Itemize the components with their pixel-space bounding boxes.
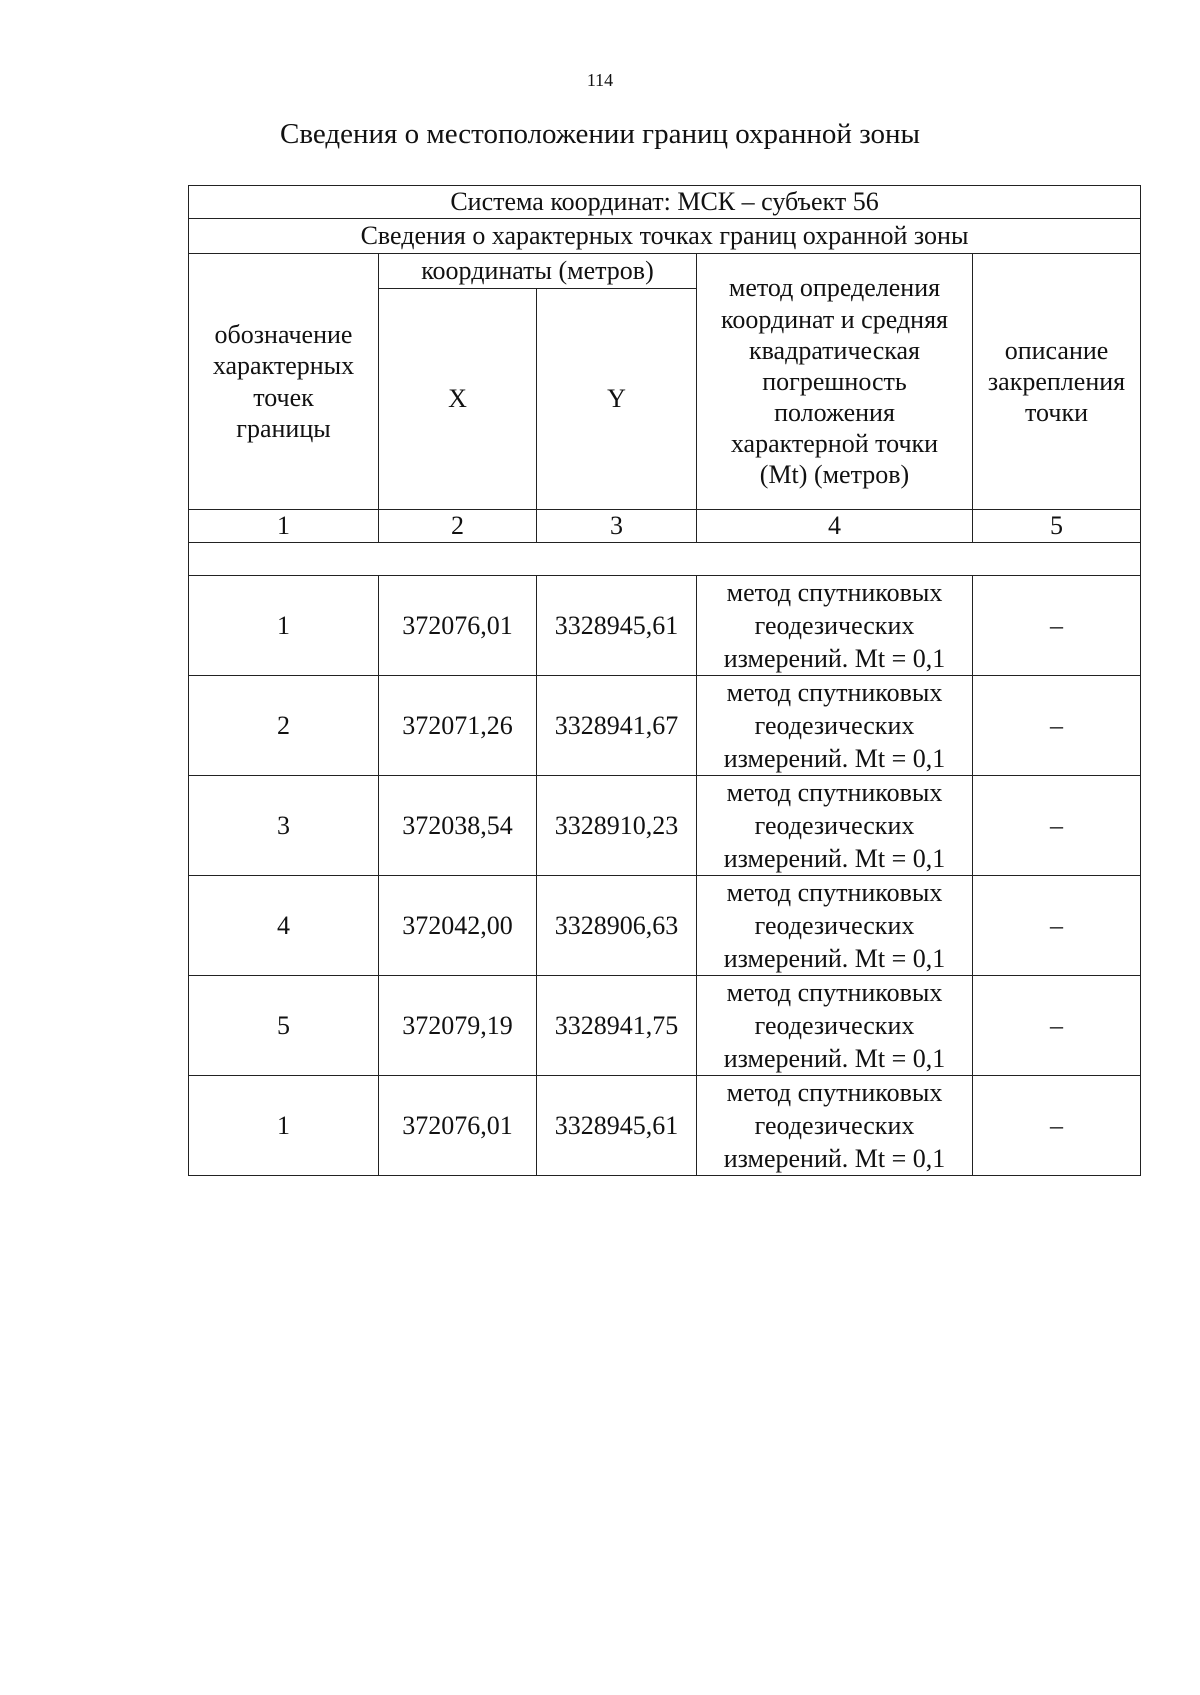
method-line: метод спутниковых <box>726 878 943 907</box>
method-line: метод спутниковых <box>726 678 943 707</box>
table-row <box>189 776 1141 876</box>
method-line: геодезических <box>754 911 915 940</box>
header-text: координат и средняя <box>721 304 948 334</box>
method-line: геодезических <box>754 1111 915 1140</box>
table-row <box>189 876 1141 976</box>
method-line: измерений. Mt = 0,1 <box>723 844 946 873</box>
method-line: геодезических <box>754 611 915 640</box>
header-text: метод определения <box>728 273 941 303</box>
fixing-cell: – <box>973 576 1141 676</box>
column-number: 1 <box>189 510 379 543</box>
method-line: метод спутниковых <box>726 978 943 1007</box>
document-title: Сведения о местоположении границ охранной зоны <box>279 118 920 150</box>
empty-row <box>189 543 1141 576</box>
method-cell <box>697 1076 973 1176</box>
method-cell <box>697 576 973 676</box>
x-cell: 372079,19 <box>379 976 537 1076</box>
method-line: измерений. Mt = 0,1 <box>723 644 946 673</box>
table-row <box>189 576 1141 676</box>
header-x: X <box>379 289 537 510</box>
column-number: 5 <box>973 510 1141 543</box>
header-text: границы <box>236 413 331 443</box>
table-row <box>189 976 1141 1076</box>
method-line: метод спутниковых <box>726 778 943 807</box>
coord-system-cell: Система координат: МСК – субъект 56 <box>189 186 1141 219</box>
method-line: измерений. Mt = 0,1 <box>723 744 946 773</box>
x-cell: 372076,01 <box>379 576 537 676</box>
y-cell: 3328910,23 <box>537 776 697 876</box>
point-cell: 5 <box>189 976 379 1076</box>
point-cell: 3 <box>189 776 379 876</box>
header-text: точки <box>1025 398 1088 428</box>
coordinates-table <box>188 185 1141 1176</box>
method-line: геодезических <box>754 1011 915 1040</box>
fixing-cell: – <box>973 776 1141 876</box>
header-row-1 <box>189 254 1141 289</box>
header-coordinates: координаты (метров) <box>379 254 697 289</box>
page-number: 114 <box>586 70 614 90</box>
header-point-designation <box>189 254 379 510</box>
header-text: характерной точки <box>730 429 939 459</box>
y-cell: 3328941,75 <box>537 976 697 1076</box>
point-cell: 2 <box>189 676 379 776</box>
method-cell <box>697 676 973 776</box>
column-number: 3 <box>537 510 697 543</box>
point-cell: 1 <box>189 1076 379 1176</box>
coord-system-row <box>189 186 1141 219</box>
fixing-cell: – <box>973 676 1141 776</box>
method-cell <box>697 976 973 1076</box>
x-cell: 372042,00 <box>379 876 537 976</box>
method-cell <box>697 876 973 976</box>
section-title-row <box>189 219 1141 254</box>
header-text: (Mt) (метров) <box>759 460 910 490</box>
header-fixing <box>973 254 1141 510</box>
method-line: геодезических <box>754 811 915 840</box>
header-method <box>697 254 973 510</box>
header-text: погрешность <box>762 366 907 396</box>
method-line: измерений. Mt = 0,1 <box>723 1144 946 1173</box>
fixing-cell: – <box>973 876 1141 976</box>
header-text: обозначение <box>214 320 353 350</box>
method-line: измерений. Mt = 0,1 <box>723 944 946 973</box>
header-y: Y <box>537 289 697 510</box>
x-cell: 372038,54 <box>379 776 537 876</box>
column-number: 2 <box>379 510 537 543</box>
point-cell: 4 <box>189 876 379 976</box>
header-text: описание <box>1004 335 1109 365</box>
section-title-cell: Сведения о характерных точках границ охранной зоны <box>189 219 1141 254</box>
table-row <box>189 676 1141 776</box>
header-text: закрепления <box>987 366 1126 396</box>
column-numbers-row <box>189 510 1141 543</box>
y-cell: 3328906,63 <box>537 876 697 976</box>
y-cell: 3328941,67 <box>537 676 697 776</box>
point-cell: 1 <box>189 576 379 676</box>
method-line: метод спутниковых <box>726 578 943 607</box>
empty-cell <box>189 543 1141 576</box>
y-cell: 3328945,61 <box>537 576 697 676</box>
x-cell: 372076,01 <box>379 1076 537 1176</box>
method-line: метод спутниковых <box>726 1078 943 1107</box>
header-text: характерных <box>212 351 355 381</box>
column-number: 4 <box>697 510 973 543</box>
header-text: точек <box>253 382 314 412</box>
x-cell: 372071,26 <box>379 676 537 776</box>
y-cell: 3328945,61 <box>537 1076 697 1176</box>
table-row <box>189 1076 1141 1176</box>
fixing-cell: – <box>973 1076 1141 1176</box>
method-line: измерений. Mt = 0,1 <box>723 1044 946 1073</box>
method-cell <box>697 776 973 876</box>
header-text: положения <box>774 398 895 428</box>
fixing-cell: – <box>973 976 1141 1076</box>
header-text: квадратическая <box>748 335 921 365</box>
method-line: геодезических <box>754 711 915 740</box>
